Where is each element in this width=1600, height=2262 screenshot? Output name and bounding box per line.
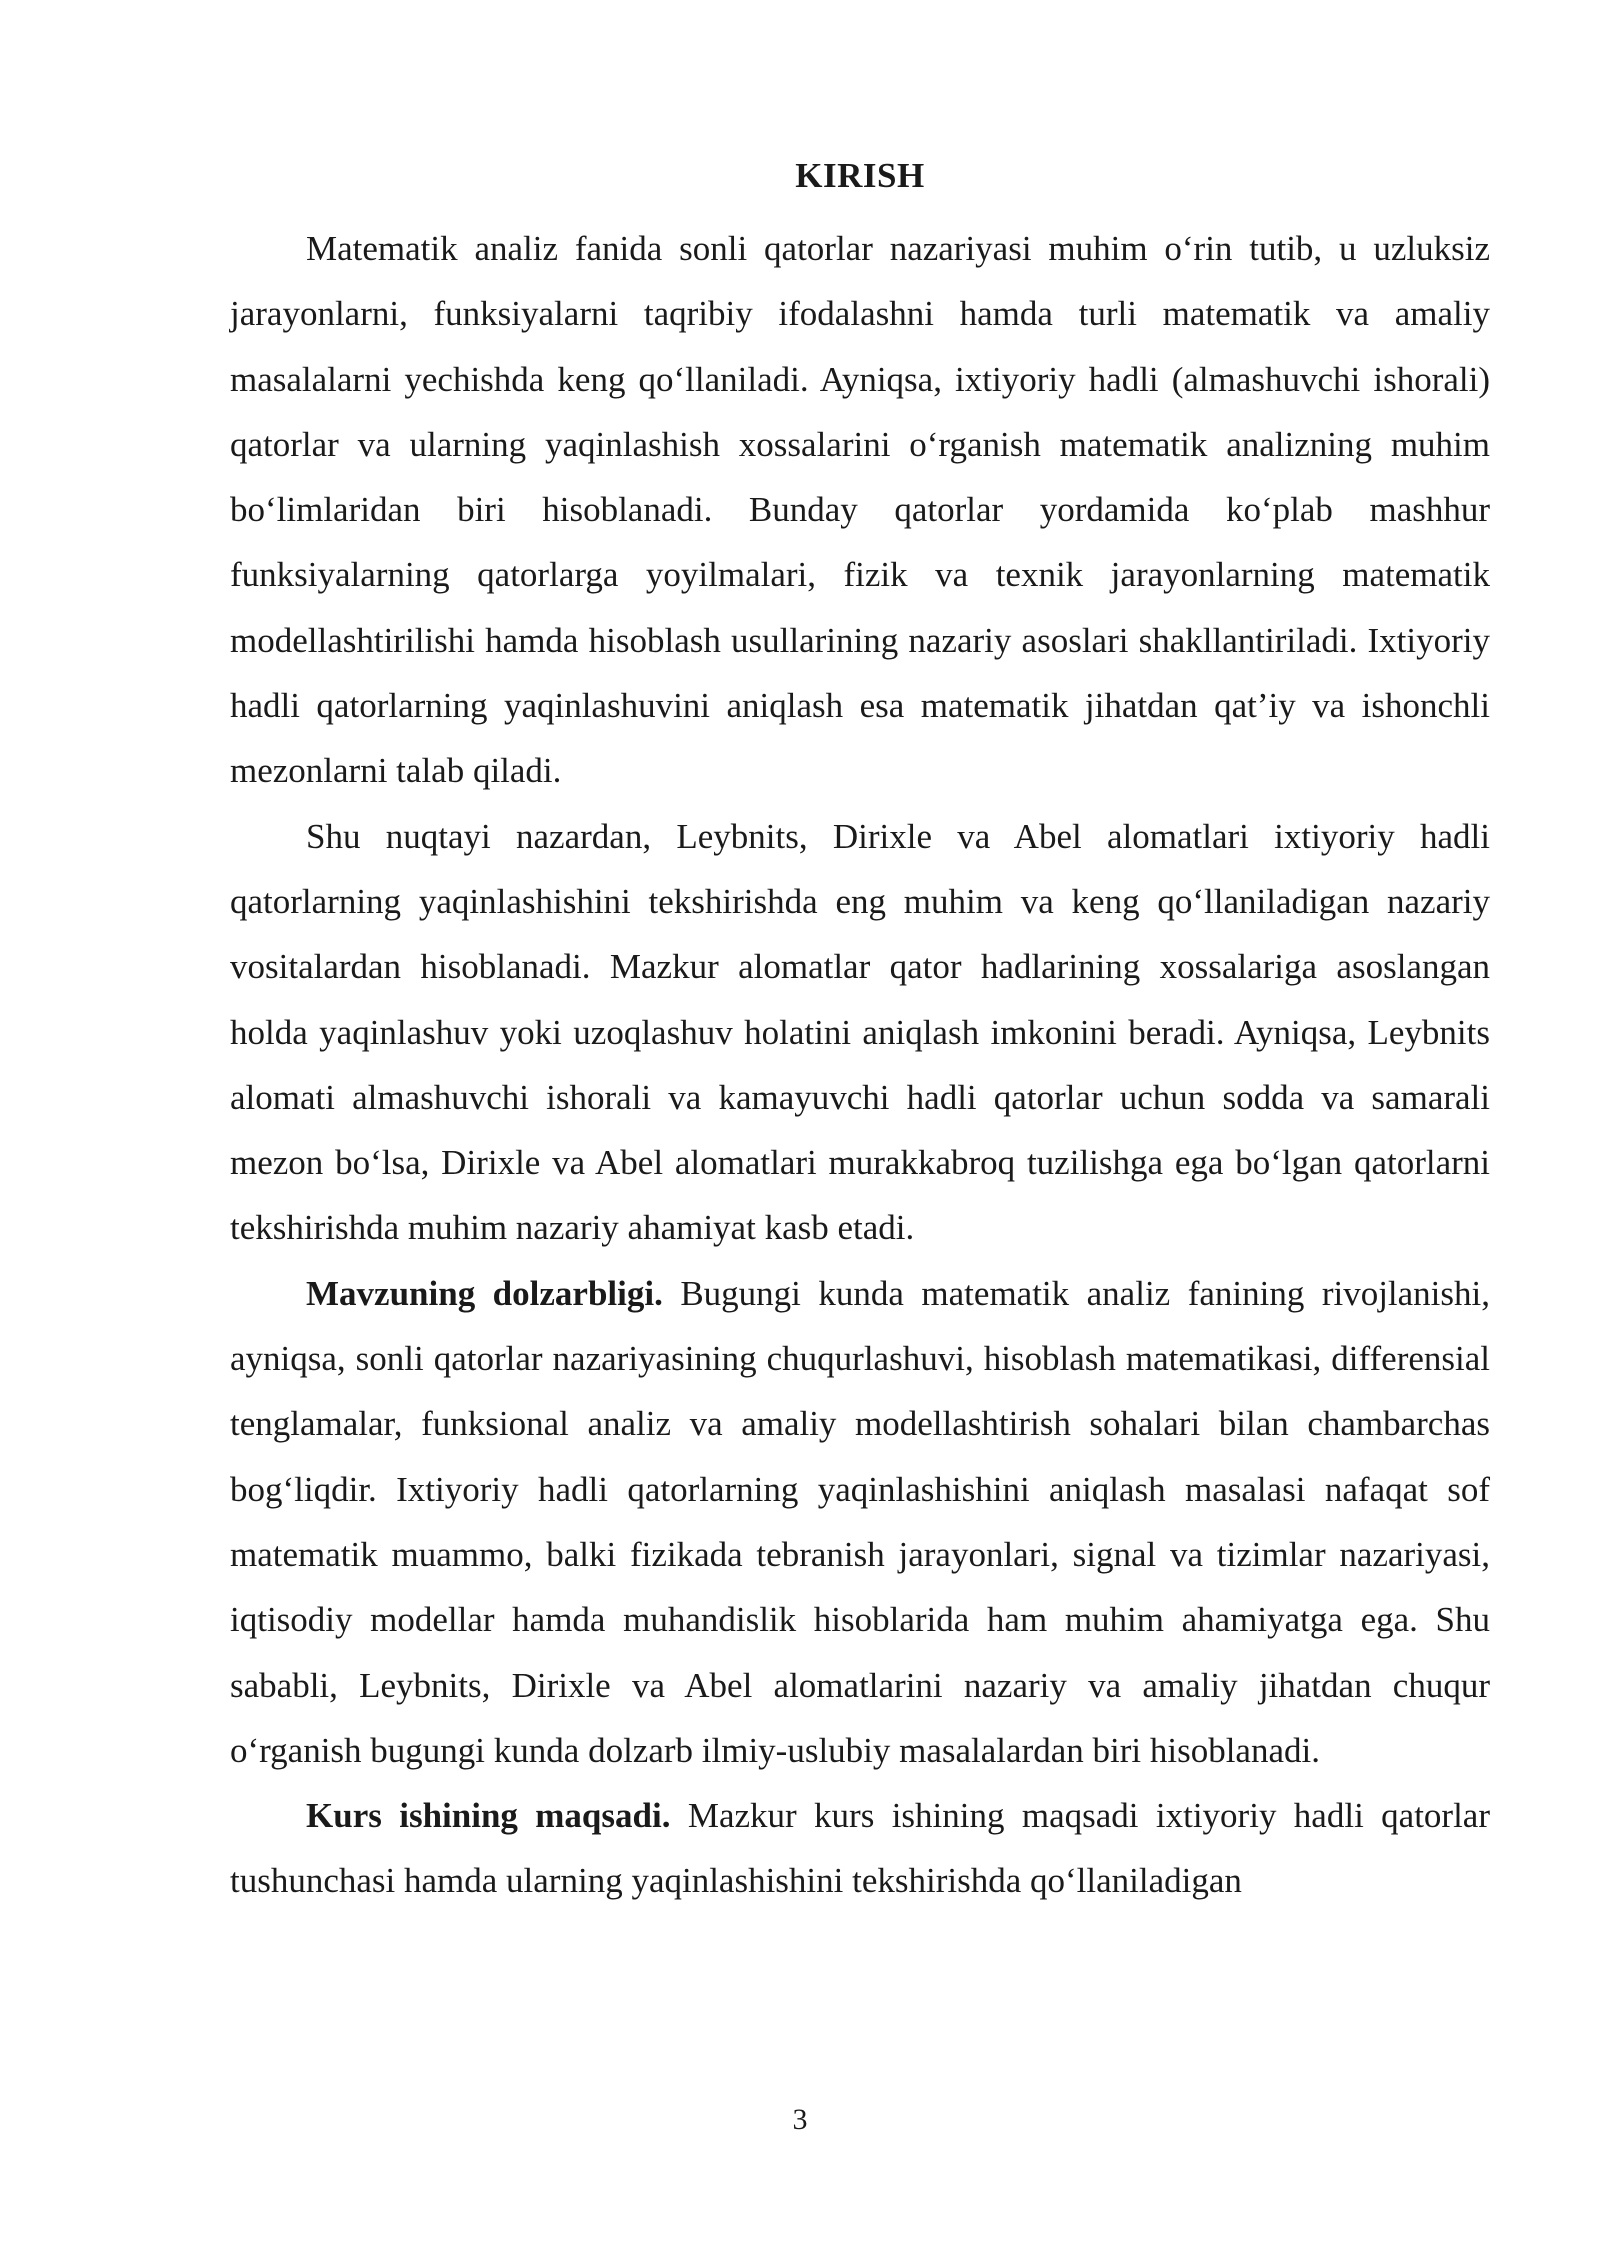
- page-number: 3: [792, 2103, 808, 2136]
- paragraph-goal: [230, 1783, 1490, 1914]
- paragraph-text: Shu nuqtayi nazardan, Leybnits, Dirixle va Abel alomatlari ixtiyoriy hadli qatorlarning yaqinlashishini tekshirishda eng muhim va keng qo‘llaniladigan nazariy vositalardan hisoblanadi. Mazkur alomatlar qator hadlarining xossalariga asoslangan holda yaqinlashuv yoki uzoqlashuv holatini aniqlash imkonini beradi. Ayniqsa, Leybnits alomati almashuvchi ishorali va kamayuvchi hadli qatorlar uchun sodda va samarali mezon bo‘lsa, Dirixle va Abel alomatlari murakkabroq tuzilishga ega bo‘lgan qatorlarni tekshirishda muhim nazariy ahamiyat kasb etadi.: [230, 816, 1490, 1248]
- paragraph-text: Matematik analiz fanida sonli qatorlar nazariyasi muhim o‘rin tutib, u uzluksiz jarayonlarni, funksiyalarni taqribiy ifodalashni hamda turli matematik va amaliy masalalarni yechishda keng qo‘llaniladi. Ayniqsa, ixtiyoriy hadli (almashuvchi ishorali) qatorlar va ularning yaqinlashish xossalarini o‘rganish matematik analizning muhim bo‘limlaridan biri hisoblanadi. Bunday qatorlar yordamida ko‘plab mashhur funksiyalarning qatorlarga yoyilmalari, fizik va texnik jarayonlarning matematik modellashtirilishi hamda hisoblash usullarining nazariy asoslari shakllantiriladi. Ixtiyoriy hadli qatorlarning yaqinlashuvini aniqlash esa matematik jihatdan qat’iy va ishonchli mezonlarni talab qiladi.: [230, 229, 1490, 791]
- paragraph-intro: [230, 216, 1490, 804]
- section-title: KIRISH: [795, 156, 925, 195]
- paragraph-lead: Kurs ishining maqsadi.: [306, 1796, 671, 1836]
- paragraph-text: Bugungi kunda matematik analiz fanining rivojlanishi, ayniqsa, sonli qatorlar nazariyasining chuqurlashuvi, hisoblash matematikasi, differensial tenglamalar, funksional analiz va amaliy modellashtirish sohalari bilan chambarchas bog‘liqdir. Ixtiyoriy hadli qatorlarning yaqinlashishini aniqlash masalasi nafaqat sof matematik muammo, balki fizikada tebranish jarayonlari, signal va tizimlar nazariyasi, iqtisodiy modellar hamda muhandislik hisoblarida ham muhim ahamiyatga ega. Shu sababli, Leybnits, Dirixle va Abel alomatlarini nazariy va amaliy jihatdan chuqur o‘rganish bugungi kunda dolzarb ilmiy-uslubiy masalalardan biri hisoblanadi.: [230, 1273, 1491, 1770]
- paragraph-criteria: [230, 804, 1490, 1261]
- paragraph-lead: Mavzuning dolzarbligi.: [306, 1273, 663, 1313]
- document-body: [230, 150, 1490, 1914]
- paragraph-relevance: [230, 1261, 1490, 1783]
- paragraph-text: Mazkur kurs ishining maqsadi ixtiyoriy hadli qatorlar tushunchasi hamda ularning yaqinlashishini tekshirishda qo‘llaniladigan: [230, 1796, 1490, 1901]
